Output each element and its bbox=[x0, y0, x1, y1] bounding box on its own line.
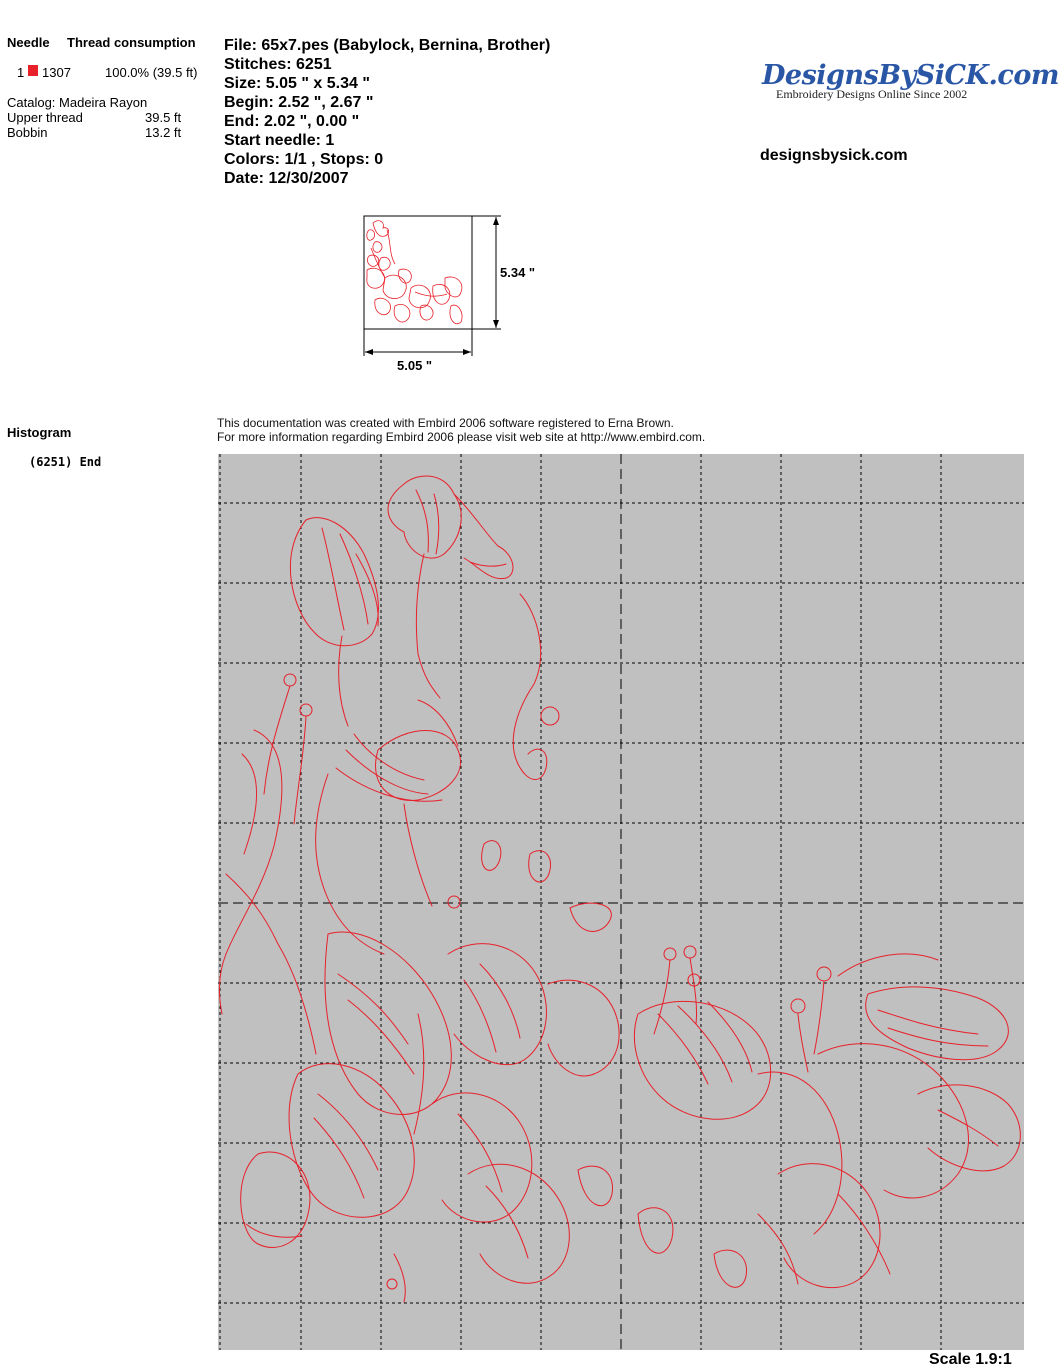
histogram-entry: (6251) End bbox=[29, 455, 102, 469]
upper-thread-label: Upper thread bbox=[7, 110, 83, 125]
consumption-header: Thread consumption bbox=[67, 35, 196, 50]
bobbin-value: 13.2 ft bbox=[145, 125, 182, 140]
catalog-label: Catalog: Madeira Rayon bbox=[7, 95, 148, 110]
file-line: File: 65x7.pes (Babylock, Bernina, Brother) bbox=[224, 37, 551, 54]
website-link[interactable]: designsbysick.com bbox=[760, 147, 908, 164]
bobbin-label: Bobbin bbox=[7, 125, 48, 140]
thread-color-swatch bbox=[28, 65, 38, 76]
logo-wordmark: DesignsBySiCK.com bbox=[762, 60, 1059, 91]
documentation-line-2: For more information regarding Embird 2006 please visit web site at http://www.embird.com. bbox=[217, 430, 706, 444]
thread-consumption: 100.0% (39.5 ft) bbox=[105, 65, 198, 80]
design-preview bbox=[218, 454, 1024, 1350]
thread-code: 1307 bbox=[42, 65, 71, 80]
documentation-note bbox=[217, 416, 705, 444]
start-needle-line: Start needle: 1 bbox=[224, 132, 335, 149]
height-dimension-label: 5.34 " bbox=[500, 265, 536, 280]
histogram-title: Histogram bbox=[7, 425, 72, 440]
upper-thread-value: 39.5 ft bbox=[145, 110, 182, 125]
logo-tagline: Embroidery Designs Online Since 2002 bbox=[776, 87, 968, 101]
design-preview-svg bbox=[218, 454, 1024, 1350]
width-dimension-label: 5.05 " bbox=[397, 358, 433, 373]
design-info bbox=[224, 36, 550, 188]
documentation-line-1: This documentation was created with Embird 2006 software registered to Erna Brown. bbox=[217, 416, 674, 430]
scale-label: Scale 1.9:1 bbox=[929, 1351, 1012, 1368]
needle-number: 1 bbox=[17, 65, 25, 80]
colors-line: Colors: 1/1 , Stops: 0 bbox=[224, 151, 384, 168]
thumbnail-svg bbox=[355, 208, 550, 378]
end-line: End: 2.02 ", 0.00 " bbox=[224, 113, 360, 130]
begin-line: Begin: 2.52 ", 2.67 " bbox=[224, 94, 374, 111]
needle-header: Needle bbox=[7, 35, 50, 50]
size-line: Size: 5.05 " x 5.34 " bbox=[224, 75, 370, 92]
date-line: Date: 12/30/2007 bbox=[224, 170, 349, 187]
stitches-line: Stitches: 6251 bbox=[224, 56, 332, 73]
